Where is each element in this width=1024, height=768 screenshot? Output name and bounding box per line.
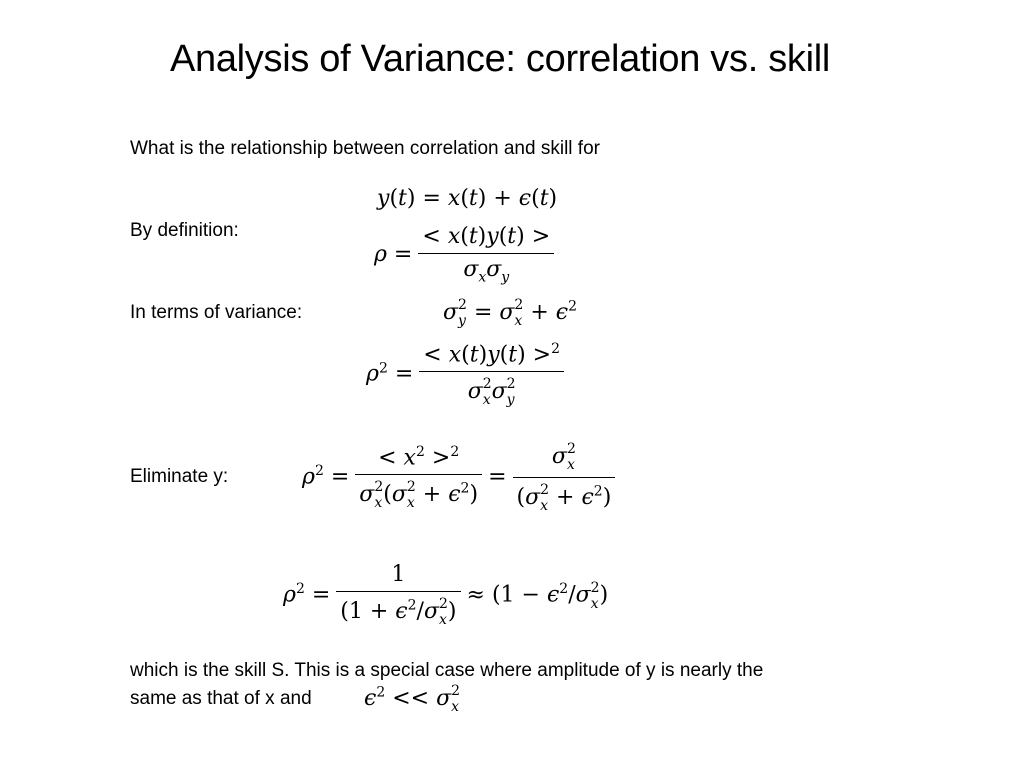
label-variance: In terms of variance: bbox=[130, 302, 303, 323]
equation-model: y(t) = x(t) + ϵ(t) bbox=[377, 186, 558, 211]
equation-condition: $\epsilon^2 << \sigma$ 2 x bbox=[364, 683, 461, 715]
equation-skill: $\rho^2$ = 1 ($1 + \epsilon^2/\sigma$ 2 x ) ≈ ($1 - \epsilon^2/\sigma$ 2 x ) bbox=[283, 562, 609, 628]
slide-title: Analysis of Variance: correlation vs. skill bbox=[169, 38, 831, 80]
equation-eliminate: $\rho^2$ = < $x^2 >^2$ σ 2 x (σ 2 x + $\epsilon^2$) = σ 2 x (σ 2 x + $\epsilon^2$) bbox=[302, 442, 621, 513]
conclusion-line-2: same as that of x and bbox=[130, 688, 312, 709]
equation-rho-squared: $\rho^2$ = < x(t)y(t) >$^2$ σ 2 x σ 2 y bbox=[366, 342, 570, 407]
label-definition: By definition: bbox=[130, 220, 239, 241]
conclusion-line-1: which is the skill S. This is a special case where amplitude of y is nearly the bbox=[130, 660, 764, 681]
equation-variance: σ 2 y = σ 2 x + $\epsilon^2$ bbox=[443, 297, 577, 329]
label-eliminate: Eliminate y: bbox=[130, 466, 229, 487]
equation-rho-definition: ρ = $\frac{< x(t)y(t) >}{\sigma_x\sigma_y}$ bbox=[374, 226, 560, 284]
intro-text: What is the relationship between correlation and skill for bbox=[130, 138, 600, 159]
